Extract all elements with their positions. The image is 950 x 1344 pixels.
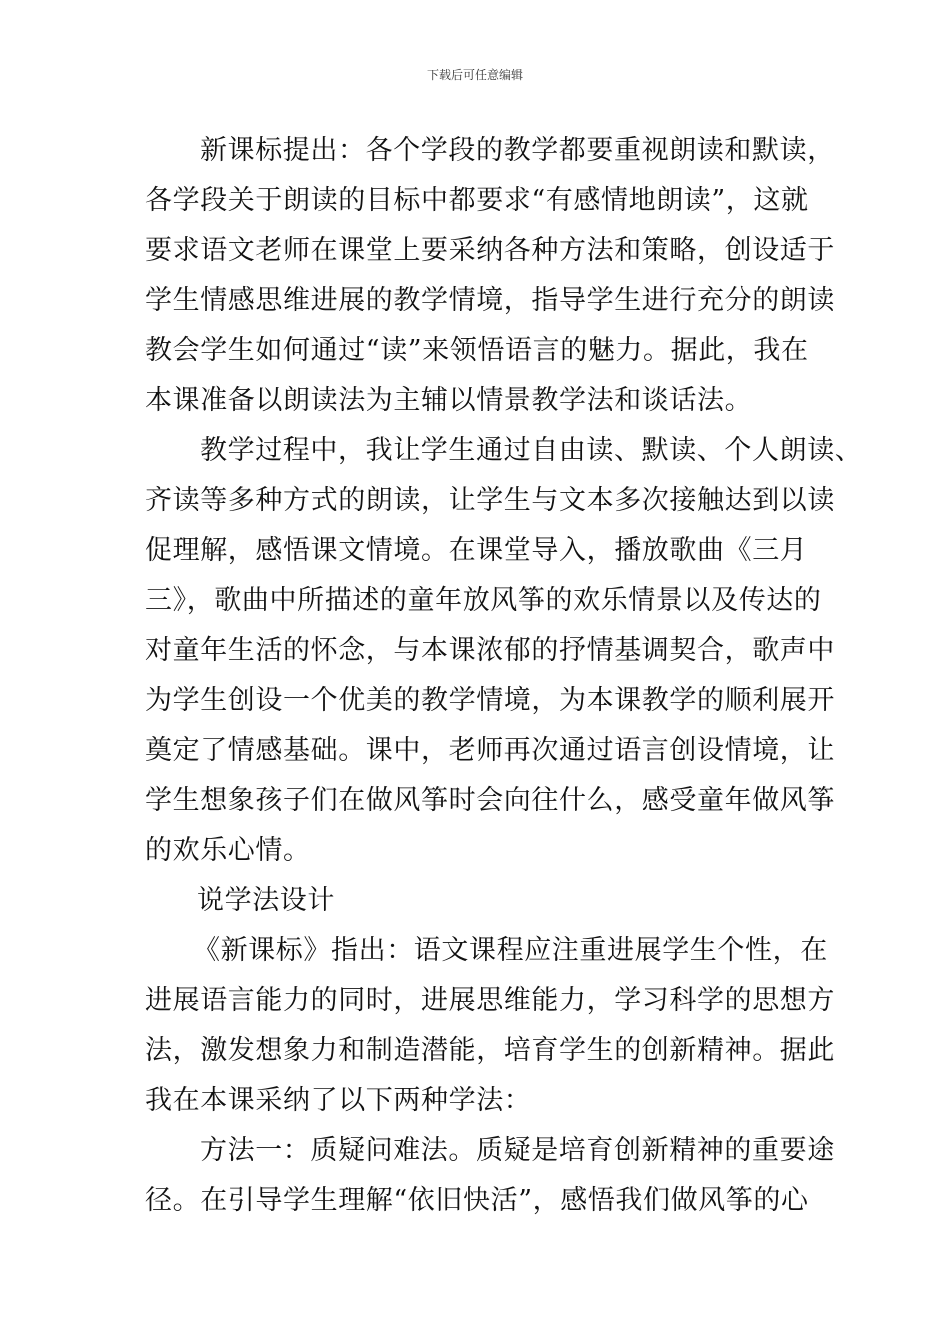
paragraph-3-line-1: 《新课标》指出：语文课程应注重进展学生个性，在 — [193, 935, 828, 966]
paragraph-2-line-3: 促理解，感悟课文情境。在课堂导入，播放歌曲《三月 — [145, 535, 808, 566]
paragraph-1-line-1: 新课标提出：各个学段的教学都要重视朗读和默读， — [200, 135, 835, 166]
paragraph-2-line-7: 奠定了情感基础。课中，老师再次通过语言创设情境，让 — [145, 735, 835, 766]
paragraph-3-line-4: 我在本课采纳了以下两种学法： — [145, 1085, 532, 1116]
paragraph-4-line-2: 径。在引导学生理解“依旧快活”，感悟我们做风筝的心 — [145, 1185, 809, 1216]
section-heading: 说学法设计 — [197, 885, 335, 916]
paragraph-2-line-9: 的欢乐心情。 — [145, 835, 311, 866]
paragraph-2-line-6: 为学生创设一个优美的教学情境，为本课教学的顺利展开 — [145, 685, 835, 716]
paragraph-3-line-2: 进展语言能力的同时，进展思维能力，学习科学的思想方 — [145, 985, 835, 1016]
page-header: 下载后可任意编辑 — [426, 68, 523, 82]
paragraph-1-line-4: 学生情感思维进展的教学情境，指导学生进行充分的朗读 — [145, 285, 835, 316]
paragraph-1-line-6: 本课准备以朗读法为主辅以情景教学法和谈话法。 — [145, 385, 753, 416]
paragraph-2-line-5: 对童年生活的怀念，与本课浓郁的抒情基调契合，歌声中 — [145, 635, 835, 666]
paragraph-2-line-8: 学生想象孩子们在做风筝时会向往什么，感受童年做风筝 — [145, 785, 835, 816]
paragraph-2-line-4: 三》，歌曲中所描述的童年放风筝的欢乐情景以及传达的 — [145, 585, 822, 616]
paragraph-4-line-1: 方法一：质疑问难法。质疑是培育创新精神的重要途 — [200, 1135, 835, 1166]
paragraph-1-line-3: 要求语文老师在课堂上要采纳各种方法和策略，创设适于 — [145, 235, 835, 266]
paragraph-1-line-2: 各学段关于朗读的目标中都要求“有感情地朗读”，这就 — [145, 185, 809, 216]
paragraph-1-line-5: 教会学生如何通过“读”来领悟语言的魅力。据此，我在 — [145, 335, 809, 366]
paragraph-3-line-3: 法，激发想象力和制造潜能，培育学生的创新精神。据此 — [145, 1035, 835, 1066]
paragraph-2-line-1: 教学过程中，我让学生通过自由读、默读、个人朗读、 — [200, 435, 863, 466]
paragraph-2-line-2: 齐读等多种方式的朗读，让学生与文本多次接触达到以读 — [145, 485, 835, 516]
